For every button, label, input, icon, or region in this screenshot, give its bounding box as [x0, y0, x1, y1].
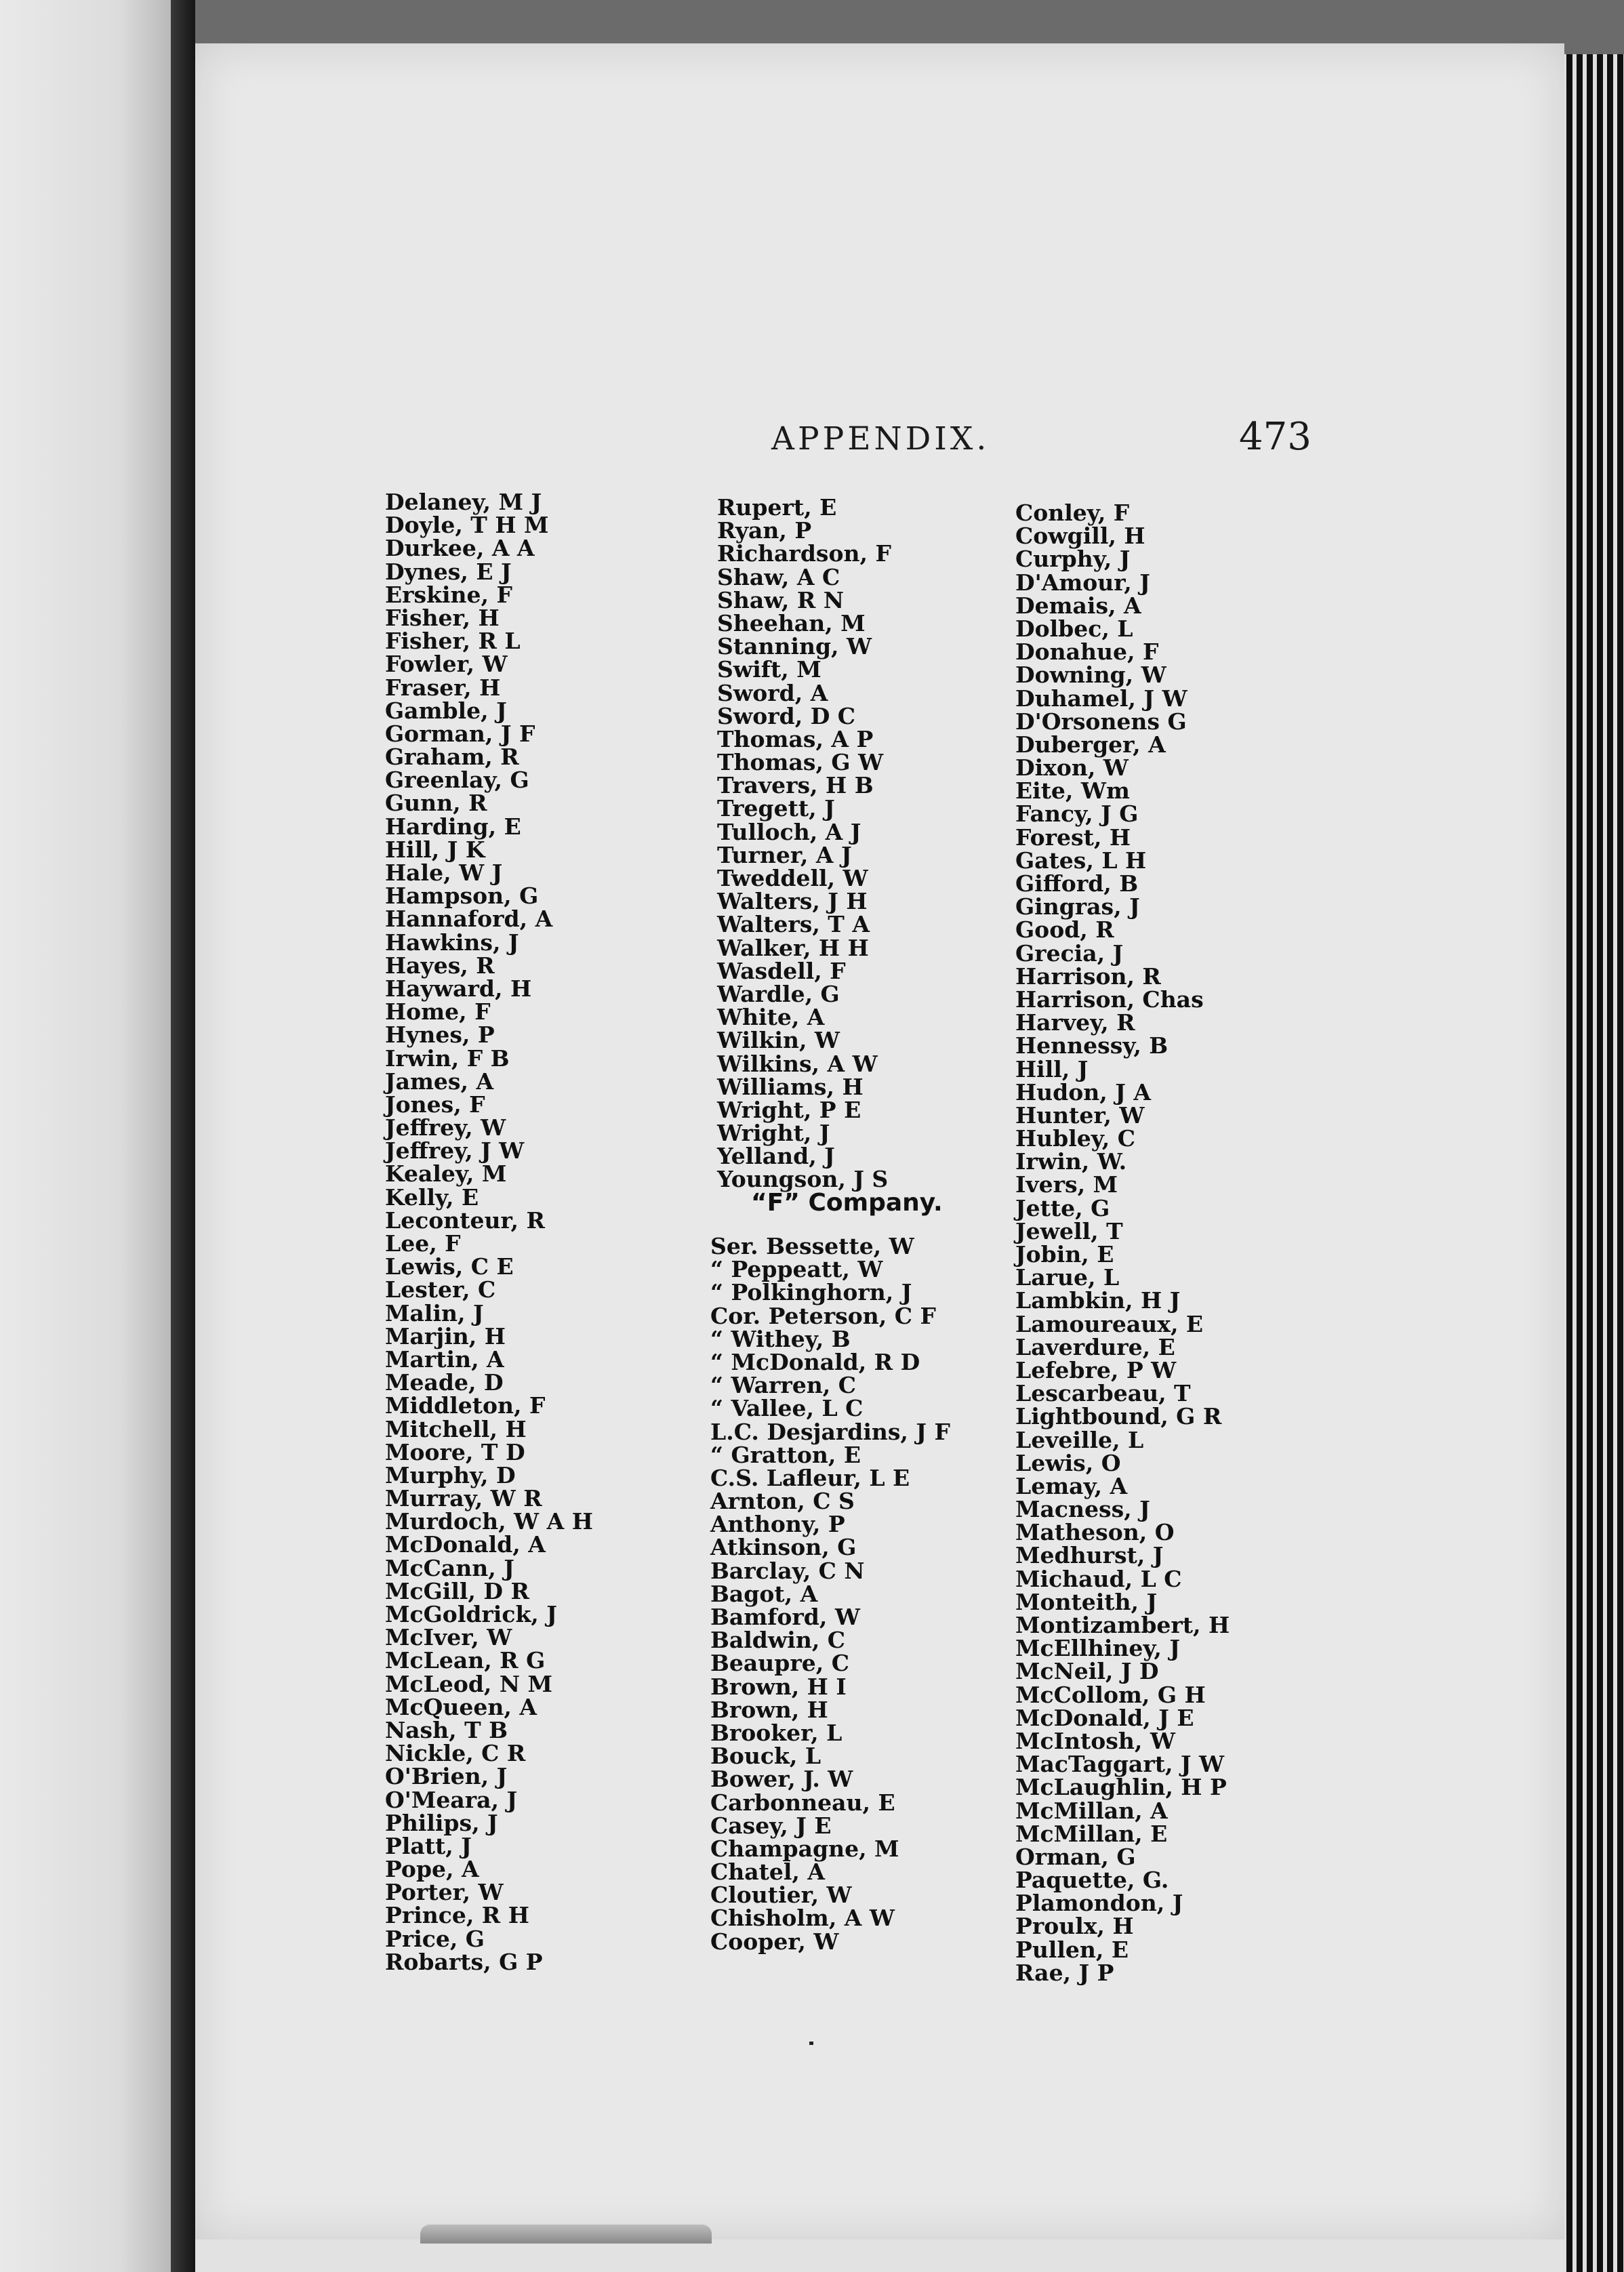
name-entry: Murdoch, W A H: [385, 1508, 593, 1535]
book-gutter: [171, 0, 195, 2272]
running-header: [195, 415, 1564, 469]
name-entry: McCann, J: [385, 1554, 514, 1581]
name-entry: Barclay, C N: [710, 1557, 865, 1584]
name-entry: Tulloch, A J: [717, 818, 861, 845]
name-entry: McEllhiney, J: [1015, 1635, 1180, 1662]
name-entry: Proulx, H: [1015, 1913, 1134, 1940]
name-entry: Paquette, G.: [1015, 1867, 1169, 1894]
name-entry: Williams, H: [717, 1073, 864, 1100]
name-entry: Good, R: [1015, 916, 1114, 944]
name-entry: Walters, J H: [717, 888, 868, 915]
name-entry: Erskine, F: [385, 581, 512, 608]
name-entry: Orman, G: [1015, 1843, 1136, 1870]
name-entry: Eite, Wm: [1015, 777, 1130, 805]
name-entry: Rupert, E: [717, 494, 837, 521]
page-edges: [1556, 54, 1624, 2272]
name-entry: Irwin, F B: [385, 1044, 510, 1072]
name-entry: Martin, A: [385, 1345, 504, 1373]
name-entry: Cor. Peterson, C F: [710, 1302, 936, 1329]
name-entry: Rae, J P: [1015, 1959, 1114, 1986]
name-entry: Tweddell, W: [717, 865, 868, 891]
name-entry: Doyle, T H M: [385, 512, 549, 539]
name-entry: Ryan, P: [717, 517, 812, 544]
name-entry: Montizambert, H: [1015, 1612, 1230, 1638]
name-entry: Wright, P E: [717, 1096, 861, 1123]
name-entry: Harding, E: [385, 813, 521, 840]
name-entry: Carbonneau, E: [710, 1789, 895, 1816]
name-entry: L.C. Desjardins, J F: [710, 1418, 950, 1445]
name-entry: D'Orsonens G: [1015, 708, 1187, 735]
name-entry: Nickle, C R: [385, 1740, 526, 1767]
name-entry: McLeod, N M: [385, 1670, 553, 1697]
page-bottom-edge: [195, 2239, 1564, 2272]
name-entry: Swift, M: [717, 656, 821, 683]
name-entry: Hannaford, A: [385, 906, 553, 933]
name-entry: Fowler, W: [385, 651, 508, 678]
name-entry: Michaud, L C: [1015, 1565, 1182, 1592]
name-entry: Hayward, H: [385, 975, 532, 1002]
name-entry: Brown, H: [710, 1696, 828, 1723]
name-entry: Jewell, T: [1015, 1217, 1123, 1244]
name-entry: Hampson, G: [385, 883, 539, 910]
name-entry: Atkinson, G: [710, 1534, 857, 1561]
name-entry: Gates, L H: [1015, 847, 1147, 874]
name-entry: D'Amour, J: [1015, 569, 1150, 596]
name-entry: Stanning, W: [717, 633, 872, 660]
name-entry: Dixon, W: [1015, 754, 1129, 782]
name-entry: Lightbound, G R: [1015, 1403, 1222, 1430]
name-entry: Sword, D C: [717, 702, 856, 729]
name-entry: Hawkins, J: [385, 929, 519, 956]
name-entry: C.S. Lafleur, L E: [710, 1464, 910, 1491]
name-entry: McGoldrick, J: [385, 1601, 557, 1627]
name-entry: Gifford, B: [1015, 870, 1139, 897]
name-entry: Home, F: [385, 998, 491, 1026]
name-entry: Youngson, J S: [717, 1166, 889, 1193]
name-entry: Wardle, G: [717, 980, 840, 1007]
name-entry: Wilkins, A W: [717, 1050, 878, 1077]
name-entry: Mitchell, H: [385, 1415, 527, 1442]
name-entry: Fisher, H: [385, 604, 500, 631]
f-company-list: [710, 1235, 950, 1953]
name-entry: Laverdure, E: [1015, 1333, 1175, 1360]
name-entry: Jones, F: [385, 1091, 485, 1118]
name-entry: Hubley, C: [1015, 1125, 1136, 1152]
name-entry: Graham, R: [385, 744, 519, 771]
name-entry: McGill, D R: [385, 1577, 529, 1604]
name-entry: McIntosh, W: [1015, 1727, 1175, 1754]
name-entry: Lefebre, P W: [1015, 1356, 1177, 1383]
name-entry: Bouck, L: [710, 1743, 821, 1770]
name-entry: Dolbec, L: [1015, 615, 1133, 642]
name-entry: White, A: [717, 1004, 825, 1031]
name-entry: Ivers, M: [1015, 1171, 1118, 1198]
name-entry: Platt, J: [385, 1832, 472, 1859]
binding-clip: [420, 2225, 712, 2244]
page-number: 473: [1239, 415, 1312, 459]
name-entry: Lester, C: [385, 1276, 496, 1303]
name-entry: McLean, R G: [385, 1647, 546, 1674]
name-entry: Brown, H I: [710, 1673, 847, 1700]
name-entry: Kealey, M: [385, 1160, 507, 1188]
name-entry: Duhamel, J W: [1015, 685, 1187, 712]
name-entry: Shaw, R N: [717, 586, 844, 613]
name-entry: Jette, G: [1015, 1194, 1110, 1221]
name-entry: Shaw, A C: [717, 563, 840, 590]
name-entry: Forest, H: [1015, 824, 1131, 851]
name-entry: Pope, A: [385, 1856, 479, 1883]
name-entry: Gorman, J F: [385, 720, 535, 747]
name-entry: Lewis, C E: [385, 1253, 514, 1280]
name-entry: Lamoureaux, E: [1015, 1310, 1204, 1337]
name-entry: Curphy, J: [1015, 546, 1131, 573]
name-entry: Kelly, E: [385, 1183, 479, 1211]
name-entry: Richardson, F: [717, 540, 891, 567]
name-entry: Jeffrey, J W: [385, 1137, 525, 1164]
name-entry: “ Warren, C: [710, 1372, 857, 1399]
name-entry: Sword, A: [717, 679, 828, 706]
name-entry: Moore, T D: [385, 1438, 525, 1465]
name-entry: Sheehan, M: [717, 609, 866, 636]
name-entry: Baldwin, C: [710, 1627, 846, 1654]
name-entry: McMillan, A: [1015, 1797, 1168, 1824]
name-entry: Larue, L: [1015, 1264, 1120, 1291]
name-entry: Yelland, J: [717, 1143, 835, 1170]
name-entry: Irwin, W.: [1015, 1148, 1127, 1175]
name-entry: “ McDonald, R D: [710, 1348, 920, 1375]
name-entry: MacTaggart, J W: [1015, 1751, 1225, 1778]
name-entry: Bower, J. W: [710, 1766, 853, 1793]
name-entry: Hunter, W: [1015, 1101, 1145, 1129]
name-entry: Medhurst, J: [1015, 1542, 1164, 1569]
name-entry: Turner, A J: [717, 841, 852, 868]
name-entry: Wilkin, W: [717, 1027, 840, 1054]
name-entry: Walker, H H: [717, 934, 869, 961]
name-entry: Nash, T B: [385, 1716, 508, 1743]
name-entry: Prince, R H: [385, 1902, 529, 1929]
name-entry: Arnton, C S: [710, 1488, 855, 1515]
name-entry: Gingras, J: [1015, 893, 1140, 920]
name-entry: Murray, W R: [385, 1485, 542, 1512]
f-company-heading: “F” Company.: [751, 1189, 943, 1217]
name-entry: Leveille, L: [1015, 1426, 1144, 1453]
name-entry: Grecia, J: [1015, 939, 1124, 967]
name-entry: Pullen, E: [1015, 1936, 1129, 1963]
name-entry: Wasdell, F: [717, 957, 846, 984]
name-entry: “ Vallee, L C: [710, 1395, 864, 1422]
name-entry: Hill, J K: [385, 836, 485, 863]
name-entry: Philips, J: [385, 1809, 498, 1836]
name-entry: Hennessy, B: [1015, 1032, 1169, 1059]
previous-page: [0, 0, 171, 2272]
name-entry: Demais, A: [1015, 592, 1141, 619]
name-entry: Porter, W: [385, 1879, 504, 1906]
name-entry: Lambkin, H J: [1015, 1287, 1181, 1314]
name-entry: Anthony, P: [710, 1511, 845, 1538]
name-entry: Jeffrey, W: [385, 1114, 506, 1141]
name-entry: Donahue, F: [1015, 638, 1159, 666]
name-entry: Matheson, O: [1015, 1519, 1175, 1546]
name-entry: Bamford, W: [710, 1604, 860, 1630]
name-entry: Thomas, A P: [717, 725, 874, 752]
name-entry: Price, G: [385, 1925, 485, 1952]
name-entry: Harrison, R: [1015, 962, 1161, 990]
name-entry: Lemay, A: [1015, 1472, 1128, 1499]
name-entry: Middleton, F: [385, 1392, 546, 1419]
name-entry: Gamble, J: [385, 697, 507, 724]
book-page: [195, 43, 1564, 2239]
name-entry: Conley, F: [1015, 500, 1130, 526]
name-entry: Robarts, G P: [385, 1948, 543, 1975]
name-entry: McDonald, J E: [1015, 1704, 1194, 1731]
name-entry: McMillan, E: [1015, 1820, 1168, 1847]
name-entry: Walters, T A: [717, 911, 870, 938]
name-entry: Macness, J: [1015, 1496, 1150, 1523]
name-entry: Harrison, Chas: [1015, 986, 1204, 1013]
name-entry: Fisher, R L: [385, 628, 521, 655]
name-entry: Chisholm, A W: [710, 1905, 895, 1932]
name-entry: Lewis, O: [1015, 1449, 1121, 1476]
header-title: APPENDIX.: [771, 420, 990, 458]
name-entry: “ Polkinghorn, J: [710, 1279, 912, 1306]
name-entry: Meade, D: [385, 1369, 504, 1396]
name-column-1: [385, 491, 593, 1974]
name-entry: Travers, H B: [717, 772, 874, 799]
name-entry: Lee, F: [385, 1230, 461, 1257]
name-entry: Downing, W: [1015, 662, 1166, 689]
name-entry: Fraser, H: [385, 674, 501, 701]
name-entry: Murphy, D: [385, 1461, 516, 1488]
name-entry: Harvey, R: [1015, 1009, 1135, 1036]
name-entry: Fancy, J G: [1015, 800, 1139, 828]
name-entry: Hynes, P: [385, 1021, 495, 1049]
name-entry: McIver, W: [385, 1624, 512, 1651]
name-entry: Hale, W J: [385, 859, 503, 886]
name-entry: James, A: [385, 1068, 494, 1095]
name-entry: Thomas, G W: [717, 749, 884, 776]
name-entry: Ser. Bessette, W: [710, 1233, 914, 1259]
name-entry: Hill, J: [1015, 1055, 1089, 1082]
name-entry: McCollom, G H: [1015, 1681, 1206, 1708]
name-entry: Durkee, A A: [385, 535, 535, 562]
name-entry: Casey, J E: [710, 1812, 832, 1839]
name-entry: Cowgill, H: [1015, 523, 1145, 550]
name-entry: Jobin, E: [1015, 1241, 1114, 1267]
name-entry: Chatel, A: [710, 1859, 825, 1886]
name-entry: Cloutier, W: [710, 1882, 852, 1909]
name-entry: Greenlay, G: [385, 767, 529, 794]
name-entry: Delaney, M J: [385, 489, 542, 515]
name-entry: Lescarbeau, T: [1015, 1380, 1191, 1407]
name-entry: “ Gratton, E: [710, 1441, 861, 1468]
name-entry: McDonald, A: [385, 1531, 546, 1558]
name-entry: “ Peppeatt, W: [710, 1256, 883, 1283]
name-entry: Hayes, R: [385, 952, 495, 979]
name-entry: Cooper, W: [710, 1928, 839, 1955]
name-entry: Champagne, M: [710, 1835, 899, 1862]
name-entry: Beaupre, C: [710, 1650, 849, 1677]
name-entry: Malin, J: [385, 1299, 484, 1326]
name-column-2: [717, 496, 891, 1192]
name-entry: Brooker, L: [710, 1719, 843, 1746]
name-column-3: [1015, 502, 1230, 1985]
name-entry: Bagot, A: [710, 1580, 818, 1607]
name-entry: McQueen, A: [385, 1693, 537, 1720]
name-entry: McNeil, J D: [1015, 1658, 1159, 1685]
name-entry: Monteith, J: [1015, 1588, 1158, 1615]
name-entry: O'Meara, J: [385, 1786, 518, 1813]
name-entry: Plamondon, J: [1015, 1890, 1183, 1917]
name-entry: Marjin, H: [385, 1322, 506, 1350]
name-entry: Leconteur, R: [385, 1206, 545, 1234]
name-entry: O'Brien, J: [385, 1763, 508, 1790]
name-entry: Duberger, A: [1015, 731, 1166, 758]
name-entry: Tregett, J: [717, 795, 835, 822]
name-entry: “ Withey, B: [710, 1325, 851, 1352]
name-entry: Gunn, R: [385, 790, 487, 817]
print-mark: [809, 2042, 813, 2045]
name-entry: Dynes, E J: [385, 558, 512, 585]
name-entry: McLaughlin, H P: [1015, 1774, 1227, 1801]
name-entry: Hudon, J A: [1015, 1078, 1151, 1105]
name-entry: Wright, J: [717, 1120, 830, 1147]
